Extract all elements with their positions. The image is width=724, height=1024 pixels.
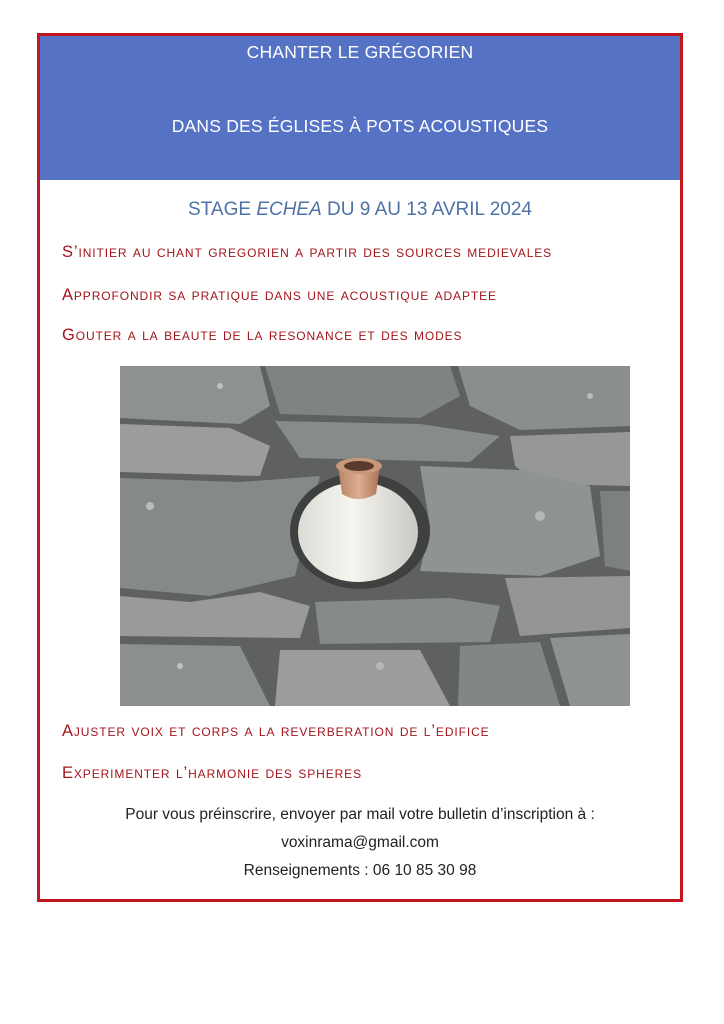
goal-item: Experimenter l’harmonie des spheres (62, 764, 362, 782)
goal-item: Approfondir sa pratique dans une acoustique adaptee (62, 286, 497, 304)
goal-item: Ajuster voix et corps a la reverberation de l’edifice (62, 722, 490, 740)
header-banner (40, 36, 680, 180)
stage-title (40, 199, 680, 221)
goal-item: S’initier au chant gregorien a partir des sources medievales (62, 243, 553, 261)
contact-email[interactable]: voxinrama@gmail.com (281, 834, 439, 851)
stage-name: ECHEA (256, 199, 322, 220)
banner-title: CHANTER LE GRÉGORIEN (246, 42, 474, 62)
banner-subtitle: DANS DES ÉGLISES À POTS ACOUSTIQUES (171, 116, 549, 136)
acoustic-pot-photo (120, 366, 630, 706)
poster-frame (37, 33, 683, 902)
contact-phone: Renseignements : 06 10 85 30 98 (243, 862, 477, 879)
stage-dates: DU 9 AU 13 AVRIL 2024 (321, 199, 532, 220)
goal-item: Gouter a la beaute de la resonance et des modes (62, 326, 463, 344)
contact-intro: Pour vous préinscrire, envoyer par mail votre bulletin d’inscription à : (125, 806, 595, 823)
stage-prefix: STAGE (188, 199, 257, 220)
